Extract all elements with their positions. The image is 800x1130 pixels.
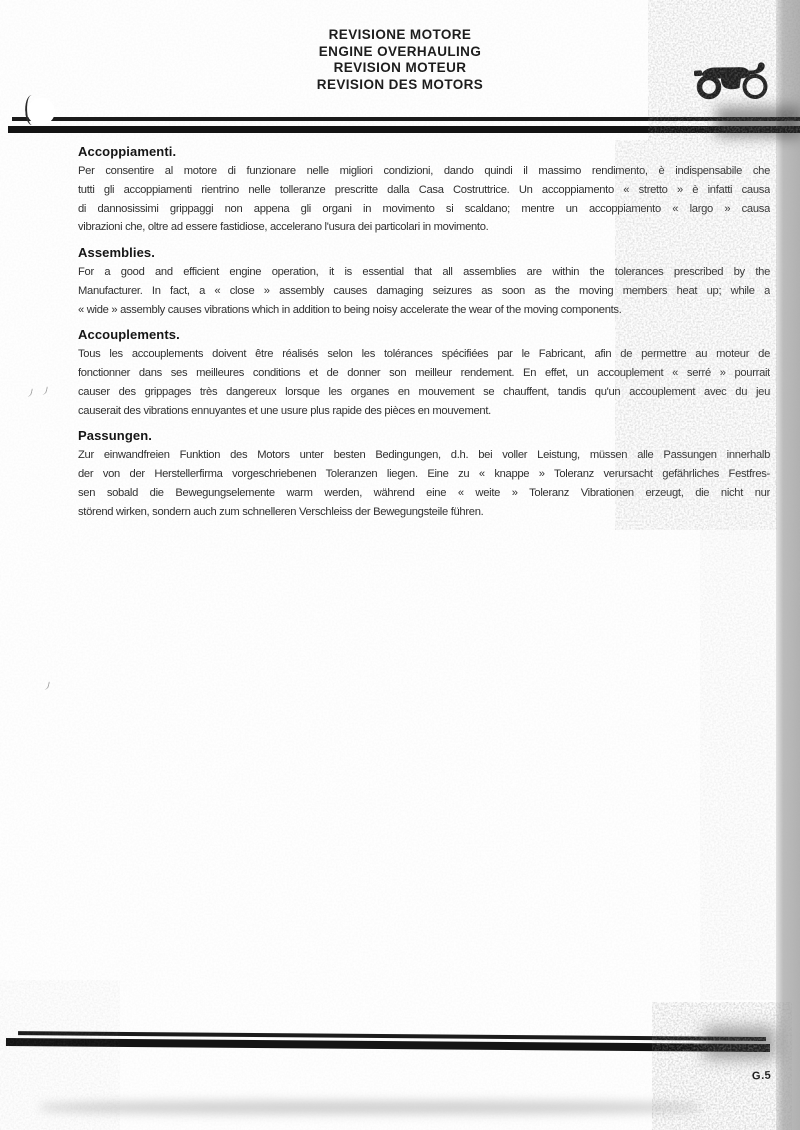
section-heading: Accoppiamenti. [78, 144, 177, 159]
scan-smudge [704, 1027, 776, 1059]
text-line: störend wirken, sondern auch zum schnelleren Verschleiss der Bewegungsteile führen. [78, 505, 484, 518]
section-paragraph [78, 263, 770, 319]
page-title-english: ENGINE OVERHAULING [318, 43, 482, 59]
text-line: For a good and efficient engine operation, it is essential that all assemblies are within the tolerances prescribed by the [78, 266, 770, 278]
scan-mark [40, 385, 48, 395]
text-line: causerait des vibrations ennuyantes et une usure plus rapide des pièces en mouvement. [78, 404, 491, 417]
section-passungen [78, 427, 770, 521]
scan-edge-strip [776, 0, 800, 1130]
section-accoppiamenti [78, 143, 770, 237]
section-paragraph [78, 162, 770, 237]
text-line: vibrazioni che, oltre ad essere fastidiose, accelerano l'usura dei particolari in movimento. [78, 221, 489, 234]
page-title-italian: REVISIONE MOTORE [328, 27, 472, 42]
header-rule-thick [8, 126, 800, 133]
page-title-block [0, 27, 800, 93]
section-paragraph [78, 446, 770, 521]
text-line: causer des grippages très dangereux lorsque les organes en mouvement se chauffent, tandis qu'un accouplement avec du jeu [78, 385, 770, 398]
text-line: fonctionner dans ses meilleures conditions et de donner son meilleur rendement. En effet, un accouplement « serré » pourrait [78, 367, 770, 379]
motorcycle-icon [694, 56, 774, 102]
footer-rule-block [6, 1031, 770, 1052]
text-line: tutti gli accoppiamenti rientrino nelle tolleranze prescritte dalla Casa Costruttrice. Un accoppiamento « stretto » è infatti causa [78, 183, 770, 196]
text-line: di dannosissimi grippaggi non appena gli organi in movimento si scaldano; mentre un accoppiamento « largo » causa [78, 202, 770, 215]
section-accouplements [78, 326, 770, 420]
scan-smudge [716, 107, 800, 137]
scan-smudge [40, 1101, 700, 1114]
section-paragraph [78, 345, 770, 420]
header-rule-thin [12, 117, 800, 121]
scan-mark [25, 387, 33, 397]
scan-mark [42, 680, 50, 690]
text-line: Zur einwandfreien Funktion des Motors unter besten Bedingungen, d.h. bei voller Leistung, müssen alle Passungen innerhalb [78, 449, 770, 462]
section-heading: Assemblies. [78, 245, 155, 260]
text-line: Tous les accouplements doivent être réalisés selon les tolérances spécifiées par le Fabricant, afin de permettre au moteur de [78, 348, 770, 361]
text-line: Per consentire al motore di funzionare nelle migliori condizioni, dando quindi il massimo rendimento, è indispensabile che [78, 165, 770, 177]
section-heading: Passungen. [78, 428, 152, 444]
section-heading: Accouplements. [78, 327, 180, 343]
page-title-german: REVISION DES MOTORS [316, 76, 484, 92]
page-body [78, 143, 770, 528]
text-line: « wide » assembly causes vibrations which in addition to being noisy accelerate the wear of the moving components. [78, 303, 622, 316]
text-line: der von der Herstellerfirma vorgeschriebenen Toleranzen liegen. Eine zu « knappe » Toleranz verursacht gefährliches Festfres- [78, 468, 770, 480]
section-assemblies [78, 244, 770, 319]
text-line: Manufacturer. In fact, a « close » assembly causes damaging seizures as soon as the moving members heat up; while a [78, 284, 770, 297]
scan-noise [700, 530, 776, 1000]
page-title-french: REVISION MOTEUR [333, 60, 467, 75]
page-number: G.5 [751, 1069, 772, 1083]
text-line: sen sobald die Bewegungselemente warm werden, während eine « weite » Toleranz Vibrationen erzeugt, die nicht nur [78, 486, 770, 499]
